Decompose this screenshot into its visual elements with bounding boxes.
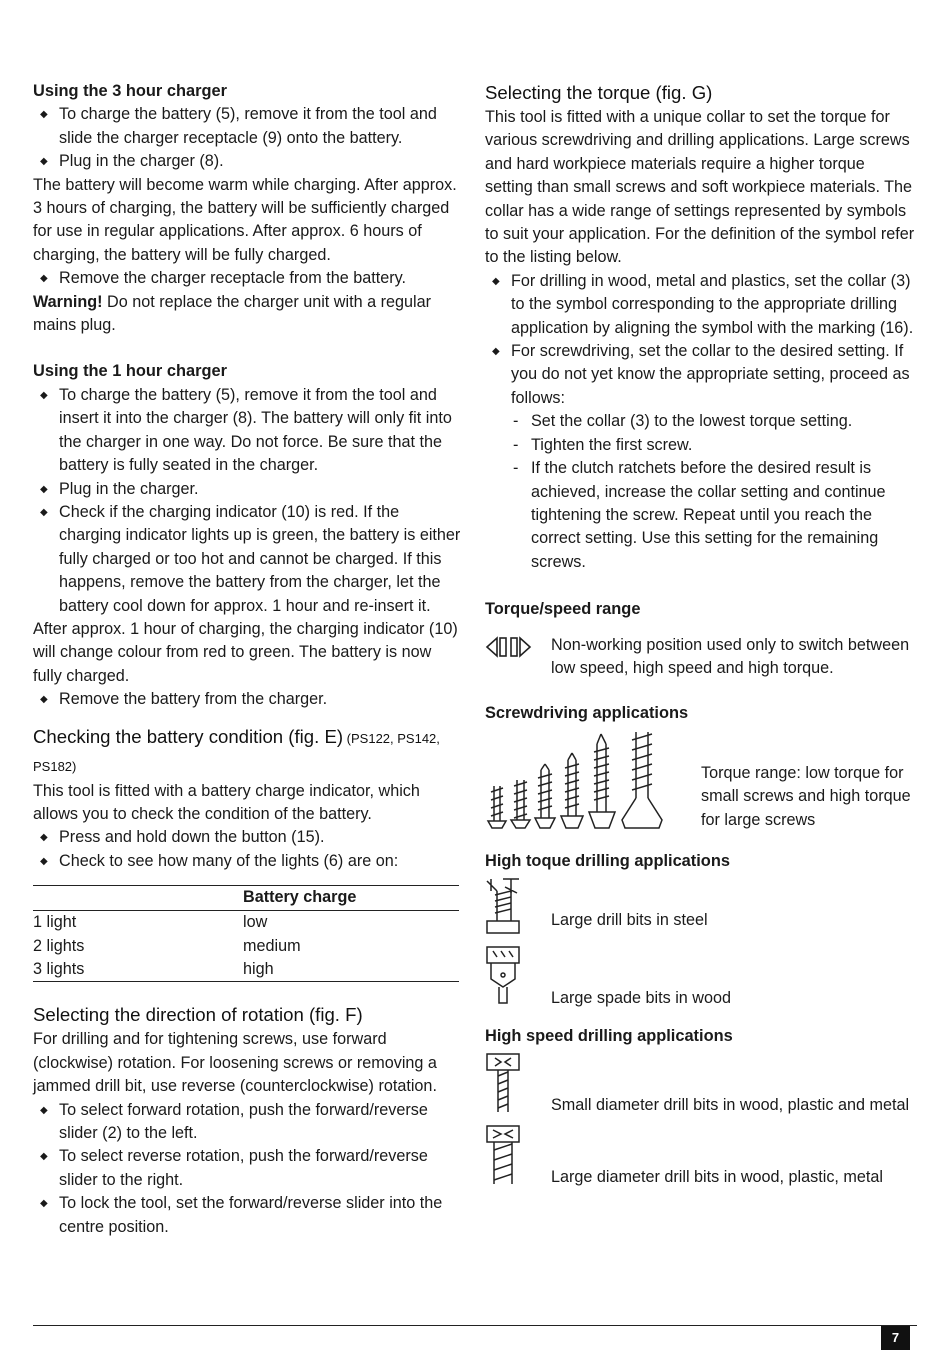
heading-text: Checking the battery condition (fig. E) (33, 725, 344, 747)
item-text: Large spade bits in wood (551, 989, 731, 1008)
table-row (33, 935, 459, 958)
heading-direction-of-rotation: Selecting the direction of rotation (fig. F) (33, 1004, 363, 1026)
list-item: ◆ To lock the tool, set the forward/reverse slider into the centre position. (33, 1192, 461, 1239)
drill-bit-steel-icon (485, 877, 551, 939)
table-cell: 2 lights (33, 936, 85, 955)
high-torque-row-2 (485, 945, 915, 1010)
high-speed-row-2 (485, 1124, 915, 1190)
list-item: ◆ To select forward rotation, push the forward/reverse slider (2) to the left. (33, 1099, 461, 1146)
spade-bit-wood-icon (485, 945, 551, 1007)
heading-screwdriving-applications: Screwdriving applications (485, 704, 689, 723)
list-item: ◆ Check to see how many of the lights (6) are on: (33, 850, 461, 873)
dash-item: - Tighten the first screw. (511, 434, 915, 457)
high-speed-row-1 (485, 1052, 915, 1118)
paragraph: The battery will become warm while charging. After approx. 3 hours of charging, the battery will be sufficiently charged for use in regular applications. After approx. 6 hours of charging, the battery will be fully charged. (33, 175, 457, 264)
table-cell: high (243, 960, 274, 978)
list-item: ◆ For drilling in wood, metal and plastics, set the collar (3) to the symbol corresponding to the appropriate drilling application by aligning the symbol with the marking (16). (485, 270, 915, 340)
paragraph: For drilling and for tightening screws, use forward (clockwise) rotation. For loosening screws or removing a jammed drill bit, use reverse (counterclockwise) rotation. (33, 1030, 437, 1096)
battery-charge-table (33, 885, 459, 982)
table-header-battery-charge: Battery charge (243, 886, 459, 911)
warning-paragraph (33, 291, 461, 338)
high-torque-row-1 (485, 877, 915, 939)
table-header-row (33, 886, 459, 911)
model-list: (PS122, PS142, PS182) (33, 730, 440, 774)
list-direction-of-rotation (33, 1099, 461, 1239)
list-item: ◆ To charge the battery (5), remove it from the tool and slide the charger receptacle (9) onto the battery. (33, 103, 461, 150)
table-row (33, 911, 459, 935)
list-item: ◆ Plug in the charger (8). (33, 150, 461, 173)
heading-1-hour-charger: Using the 1 hour charger (33, 362, 227, 381)
left-column (33, 80, 461, 1239)
item-text: Small diameter drill bits in wood, plastic and metal (551, 1096, 910, 1115)
dash-item: - If the clutch ratchets before the desired result is achieved, increase the collar setting and continue tightening the screw. Repeat until you reach the correct setting. Use this setting for the remaining screws. (511, 457, 915, 574)
table-row (33, 958, 459, 982)
footer-rule (33, 1325, 917, 1326)
table-cell: 3 lights (33, 960, 85, 978)
right-column (485, 80, 915, 1190)
list-1-hour-charger (33, 384, 461, 618)
screws-icon (485, 728, 701, 830)
list-item: ◆ To select reverse rotation, push the forward/reverse slider to the right. (33, 1145, 461, 1192)
heading-battery-condition (33, 724, 461, 780)
dash-item: - Set the collar (3) to the lowest torque setting. (511, 410, 915, 433)
list-3-hour-charger-end (33, 267, 461, 290)
list-item: ◆ Plug in the charger. (33, 478, 461, 501)
warning-text: Do not replace the charger unit with a regular mains plug. (33, 292, 431, 335)
list-item: ◆ Press and hold down the button (15). (33, 826, 461, 849)
heading-high-speed-drilling: High speed drilling applications (485, 1026, 733, 1045)
list-item: ◆ To charge the battery (5), remove it from the tool and insert it into the charger (8). The battery will only fit into the charger in one way. Do not force. Be sure that the battery is fully seated in the charger. (33, 384, 461, 478)
page-number: 7 (881, 1326, 910, 1350)
list-item: ◆ Check if the charging indicator (10) is red. If the charging indicator lights up is green, the battery is either fully charged or too hot and cannot be charged. If this happens, remove the battery from the charger, let the battery cool down for approx. 1 hour and re-insert it. (33, 501, 461, 618)
table-header-empty (33, 886, 243, 911)
table-cell: medium (243, 936, 301, 955)
list-battery-condition (33, 826, 461, 873)
paragraph: This tool is fitted with a unique collar to set the torque for various screwdriving and drilling applications. Large screws and hard workpiece materials require a higher torque setting than small screws and soft workpiece materials. The collar has a wide range of settings represented by symbols to suit your application. For the definition of the symbol refer to the listing below. (485, 108, 915, 267)
paragraph: After approx. 1 hour of charging, the charging indicator (10) will change colour from red to green. The battery is now fully charged. (33, 619, 458, 685)
dash-list (511, 410, 915, 574)
list-selecting-torque (485, 270, 915, 574)
item-text: Large drill bits in steel (551, 911, 708, 930)
list-item (485, 340, 915, 574)
table-cell: low (243, 913, 268, 932)
list-3-hour-charger (33, 103, 461, 173)
paragraph: This tool is fitted with a battery charge indicator, which allows you to check the condition of the battery. (33, 781, 420, 823)
item-text: Large diameter drill bits in wood, plastic, metal (551, 1168, 883, 1187)
range-row (485, 634, 915, 681)
heading-selecting-torque: Selecting the torque (fig. G) (485, 82, 713, 103)
list-1-hour-charger-end (33, 688, 461, 711)
screw-row (485, 728, 915, 832)
range-text: Non-working position used only to switch between low speed, high speed and high torque. (551, 635, 910, 677)
non-working-position-icon (485, 634, 551, 660)
large-drill-bit-icon (485, 1124, 551, 1190)
heading-high-torque-drilling: High toque drilling applications (485, 851, 730, 870)
heading-3-hour-charger: Using the 3 hour charger (33, 82, 227, 100)
list-item: ◆ Remove the battery from the charger. (33, 688, 461, 711)
table-cell: 1 light (33, 913, 77, 932)
screw-text: Torque range: low torque for small screws and high torque for large screws (701, 763, 911, 829)
list-item: ◆ Remove the charger receptacle from the battery. (33, 267, 461, 290)
list-item-text: For screwdriving, set the collar to the desired setting. If you do not yet know the appropriate setting, proceed as follows: (511, 342, 910, 407)
warning-label: Warning! (33, 292, 103, 311)
small-drill-bit-icon (485, 1052, 551, 1118)
heading-torque-speed-range: Torque/speed range (485, 600, 641, 619)
